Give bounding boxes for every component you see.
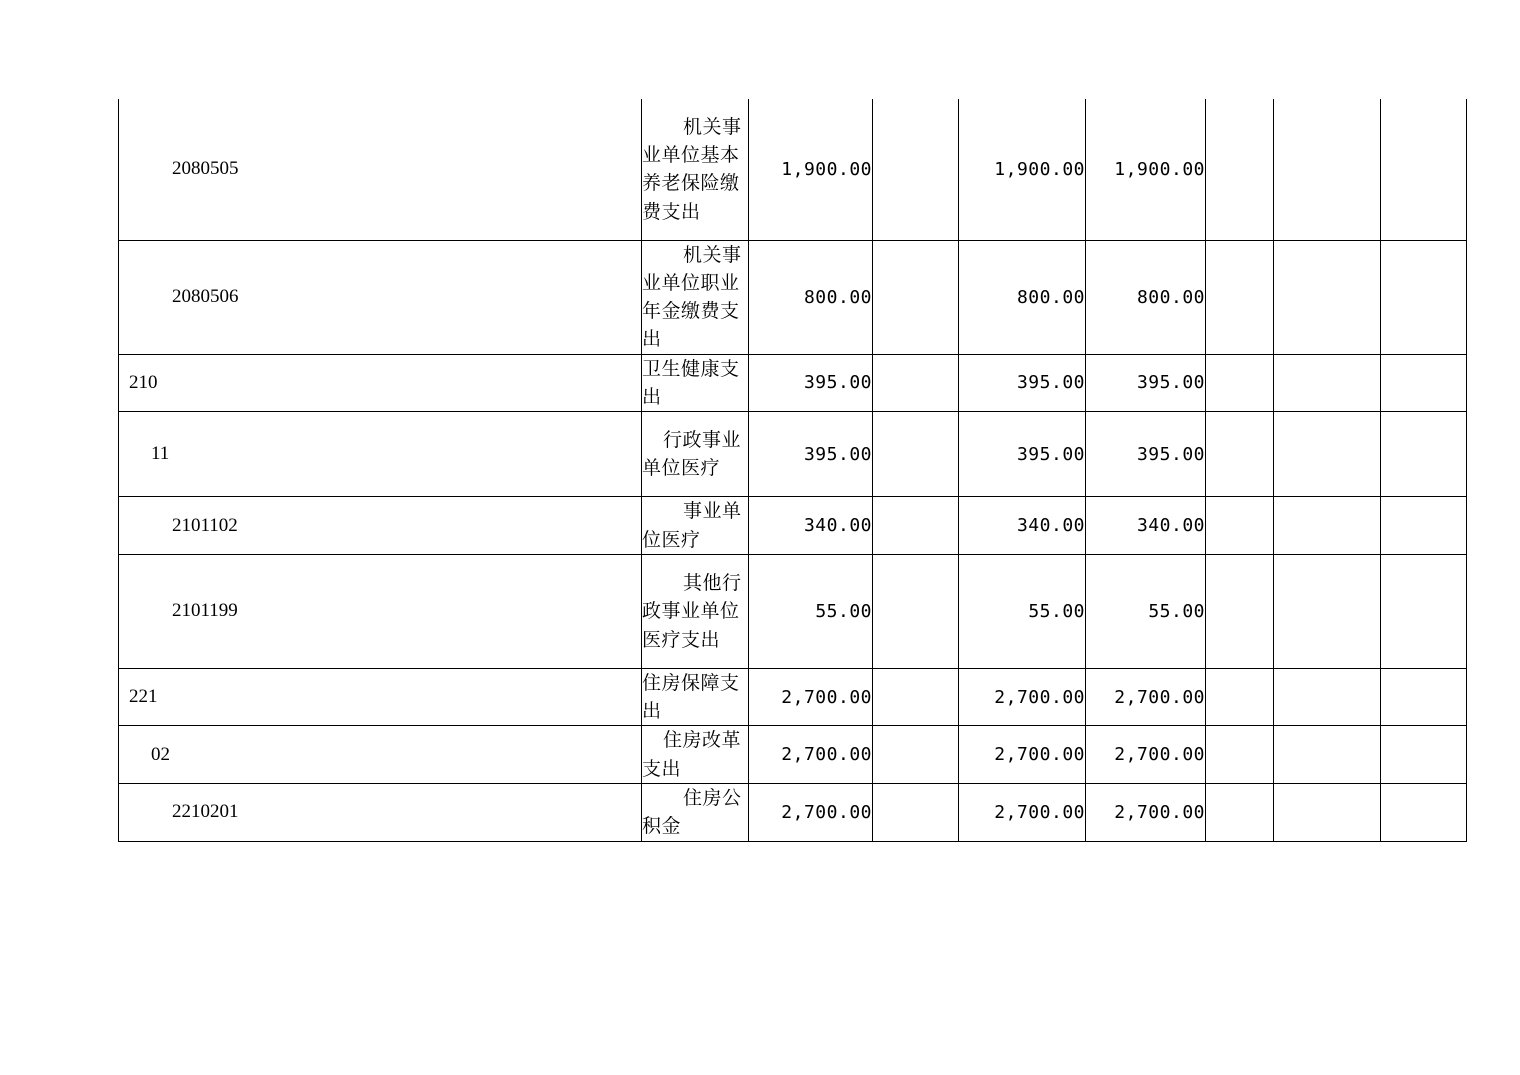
table-row <box>119 354 1467 412</box>
column-3-amount: 1,900.00 <box>959 99 1086 240</box>
total-amount: 2,700.00 <box>749 668 873 726</box>
column-2-amount <box>873 784 959 842</box>
column-6-amount <box>1274 726 1381 784</box>
column-4-amount: 800.00 <box>1086 240 1206 354</box>
column-6-amount <box>1274 497 1381 555</box>
total-amount: 2,700.00 <box>749 784 873 842</box>
column-4-amount: 2,700.00 <box>1086 726 1206 784</box>
column-2-amount <box>873 726 959 784</box>
budget-sheet <box>118 99 1466 842</box>
column-6-amount <box>1274 784 1381 842</box>
subject-code: 2210201 <box>119 784 642 842</box>
subject-code: 2080506 <box>119 240 642 354</box>
column-5-amount <box>1206 668 1274 726</box>
subject-name: 住房公积金 <box>642 784 749 842</box>
subject-name: 机关事业单位职业年金缴费支出 <box>642 240 749 354</box>
column-7-amount <box>1381 354 1467 412</box>
table-row <box>119 668 1467 726</box>
subject-code: 2101102 <box>119 497 642 555</box>
column-7-amount <box>1381 412 1467 497</box>
total-amount: 55.00 <box>749 554 873 668</box>
column-5-amount <box>1206 354 1274 412</box>
column-4-amount: 2,700.00 <box>1086 668 1206 726</box>
total-amount: 800.00 <box>749 240 873 354</box>
column-3-amount: 800.00 <box>959 240 1086 354</box>
column-5-amount <box>1206 240 1274 354</box>
column-7-amount <box>1381 99 1467 240</box>
column-5-amount <box>1206 554 1274 668</box>
subject-name: 行政事业单位医疗 <box>642 412 749 497</box>
column-3-amount: 340.00 <box>959 497 1086 555</box>
subject-name: 住房改革支出 <box>642 726 749 784</box>
column-4-amount: 395.00 <box>1086 412 1206 497</box>
column-5-amount <box>1206 784 1274 842</box>
subject-name: 卫生健康支出 <box>642 354 749 412</box>
column-7-amount <box>1381 726 1467 784</box>
column-6-amount <box>1274 240 1381 354</box>
column-3-amount: 2,700.00 <box>959 784 1086 842</box>
table-row <box>119 412 1467 497</box>
column-4-amount: 1,900.00 <box>1086 99 1206 240</box>
column-4-amount: 55.00 <box>1086 554 1206 668</box>
table-row <box>119 240 1467 354</box>
subject-name: 机关事业单位基本养老保险缴费支出 <box>642 99 749 240</box>
subject-code: 221 <box>119 668 642 726</box>
column-2-amount <box>873 240 959 354</box>
column-4-amount: 340.00 <box>1086 497 1206 555</box>
column-2-amount <box>873 554 959 668</box>
column-7-amount <box>1381 668 1467 726</box>
column-3-amount: 2,700.00 <box>959 726 1086 784</box>
subject-code: 11 <box>119 412 642 497</box>
total-amount: 340.00 <box>749 497 873 555</box>
column-3-amount: 395.00 <box>959 354 1086 412</box>
total-amount: 395.00 <box>749 354 873 412</box>
total-amount: 2,700.00 <box>749 726 873 784</box>
subject-name: 事业单位医疗 <box>642 497 749 555</box>
column-2-amount <box>873 412 959 497</box>
column-4-amount: 2,700.00 <box>1086 784 1206 842</box>
subject-code: 2101199 <box>119 554 642 668</box>
column-6-amount <box>1274 99 1381 240</box>
column-6-amount <box>1274 554 1381 668</box>
column-2-amount <box>873 99 959 240</box>
subject-code: 2080505 <box>119 99 642 240</box>
subject-code: 210 <box>119 354 642 412</box>
column-6-amount <box>1274 668 1381 726</box>
table-row <box>119 99 1467 240</box>
column-3-amount: 55.00 <box>959 554 1086 668</box>
total-amount: 1,900.00 <box>749 99 873 240</box>
table-row <box>119 784 1467 842</box>
column-2-amount <box>873 668 959 726</box>
subject-code: 02 <box>119 726 642 784</box>
column-7-amount <box>1381 240 1467 354</box>
column-3-amount: 2,700.00 <box>959 668 1086 726</box>
table-row <box>119 726 1467 784</box>
column-6-amount <box>1274 354 1381 412</box>
subject-name: 住房保障支出 <box>642 668 749 726</box>
column-5-amount <box>1206 726 1274 784</box>
column-7-amount <box>1381 497 1467 555</box>
column-5-amount <box>1206 99 1274 240</box>
column-5-amount <box>1206 497 1274 555</box>
column-2-amount <box>873 354 959 412</box>
column-4-amount: 395.00 <box>1086 354 1206 412</box>
column-7-amount <box>1381 554 1467 668</box>
subject-name: 其他行政事业单位医疗支出 <box>642 554 749 668</box>
column-6-amount <box>1274 412 1381 497</box>
table-row <box>119 497 1467 555</box>
table-row <box>119 554 1467 668</box>
column-2-amount <box>873 497 959 555</box>
column-7-amount <box>1381 784 1467 842</box>
column-3-amount: 395.00 <box>959 412 1086 497</box>
total-amount: 395.00 <box>749 412 873 497</box>
column-5-amount <box>1206 412 1274 497</box>
budget-table <box>118 99 1467 842</box>
